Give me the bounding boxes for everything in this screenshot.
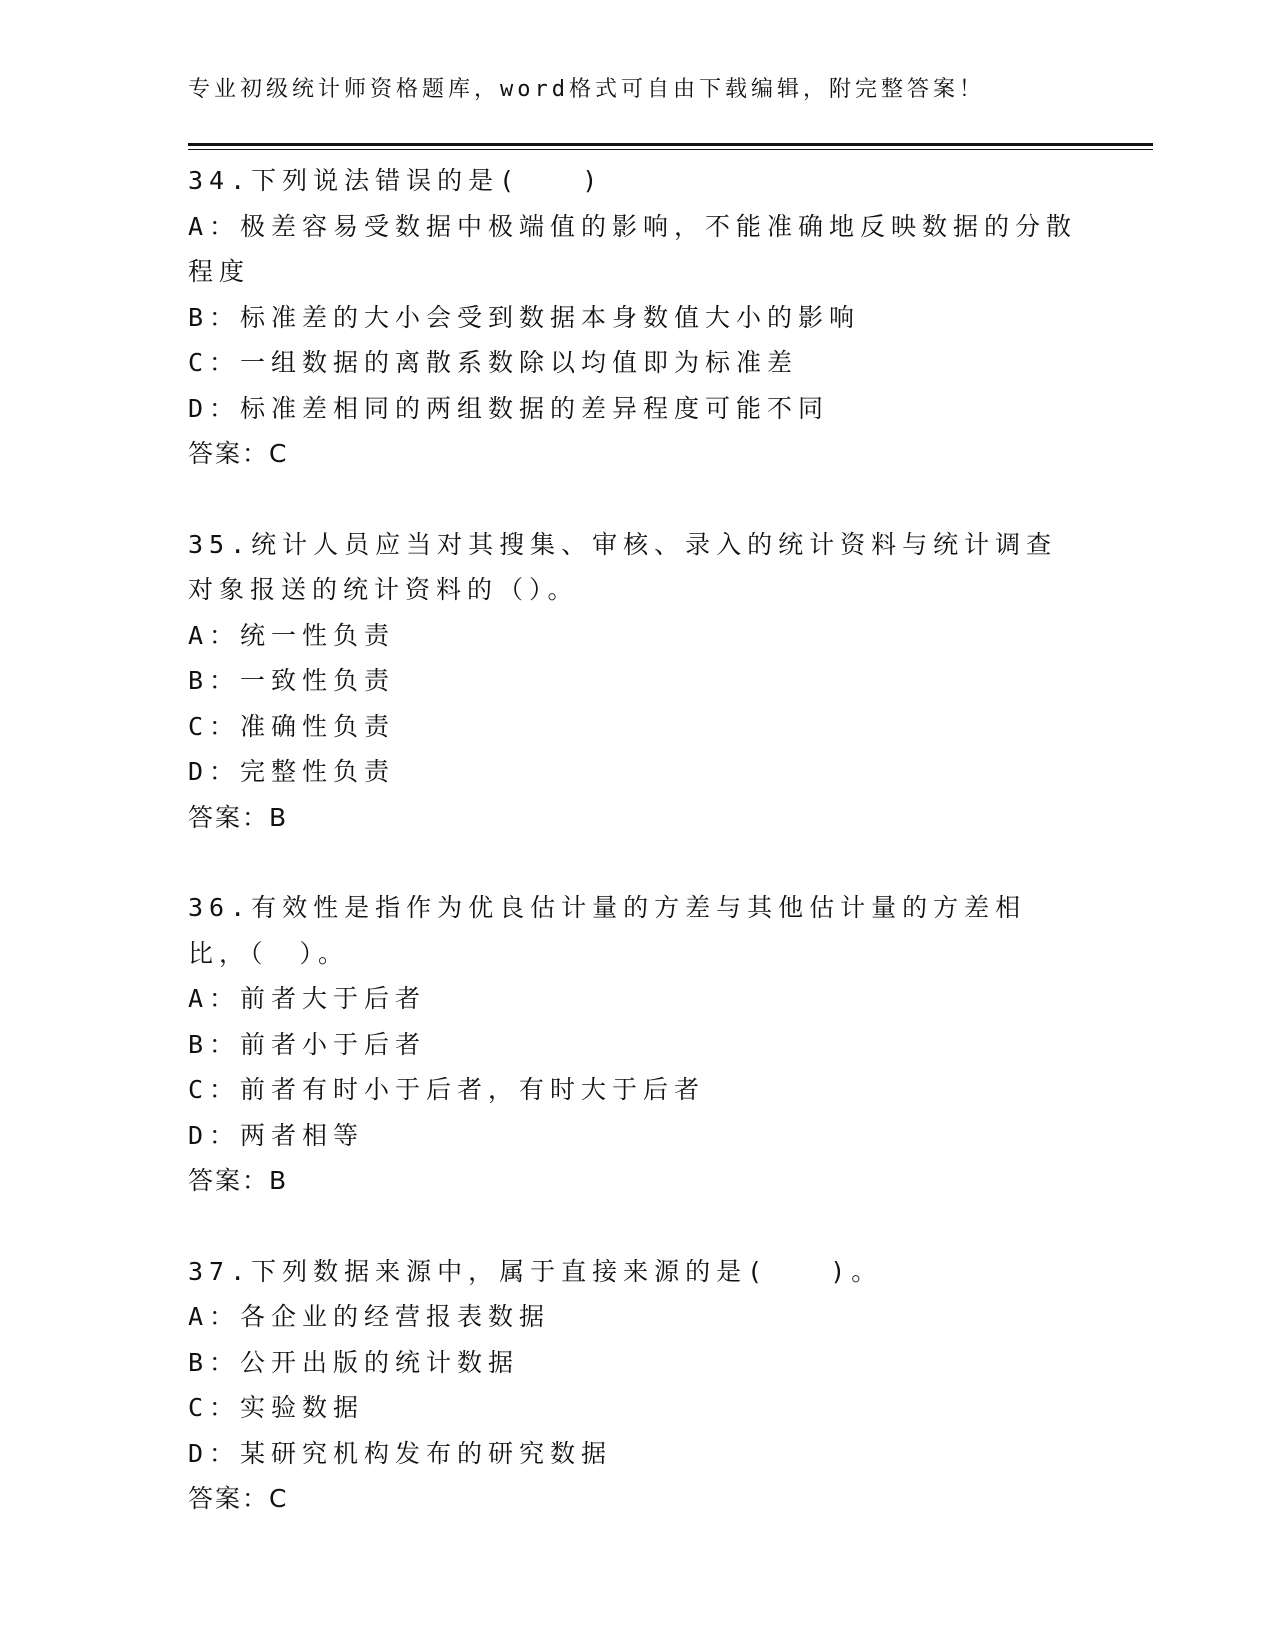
header-divider-thick: [188, 143, 1153, 146]
page-header: 专业初级统计师资格题库，word格式可自由下载编辑，附完整答案！: [188, 77, 985, 102]
option-b: B：一致性负责: [188, 666, 396, 695]
option-b: B：前者小于后者: [188, 1029, 427, 1059]
question-34: [188, 158, 1088, 477]
question-stem: 34.下列说法错误的是( ): [188, 166, 604, 195]
question-37: [188, 1249, 1088, 1522]
answer: 答案：B: [188, 1166, 289, 1195]
option-b: B：公开出版的统计数据: [188, 1347, 520, 1377]
question-36: [188, 885, 1088, 1204]
option-d: D：两者相等: [188, 1120, 365, 1150]
question-35: [188, 522, 1088, 841]
header-divider-thin: [188, 149, 1153, 150]
question-stem: 36.有效性是指作为优良估计量的方差与其他估计量的方差相比，（ ）。: [188, 893, 1027, 968]
option-c: C：准确性负责: [188, 711, 396, 741]
option-c: C：一组数据的离散系数除以均值即为标准差: [188, 348, 799, 377]
option-c: C：实验数据: [188, 1393, 365, 1422]
question-list: [188, 158, 1088, 1567]
option-a: A：统一性负责: [188, 620, 396, 650]
question-stem: 35.统计人员应当对其搜集、审核、录入的统计资料与统计调查对象报送的统计资料的（）。: [188, 529, 1058, 604]
option-a: A：前者大于后者: [188, 984, 427, 1013]
option-d: D：标准差相同的两组数据的差异程度可能不同: [188, 393, 830, 423]
answer: 答案：C: [188, 1484, 289, 1513]
option-b: B：标准差的大小会受到数据本身数值大小的影响: [188, 302, 861, 332]
answer: 答案：B: [188, 802, 289, 832]
option-c: C：前者有时小于后者，有时大于后者: [188, 1075, 706, 1104]
option-a: A：各企业的经营报表数据: [188, 1302, 551, 1331]
answer: 答案：C: [188, 439, 289, 468]
option-a: A：极差容易受数据中极端值的影响，不能准确地反映数据的分散程度: [188, 211, 1078, 286]
option-d: D：完整性负责: [188, 757, 396, 786]
option-d: D：某研究机构发布的研究数据: [188, 1438, 613, 1468]
question-stem: 37.下列数据来源中，属于直接来源的是( )。: [188, 1256, 883, 1286]
